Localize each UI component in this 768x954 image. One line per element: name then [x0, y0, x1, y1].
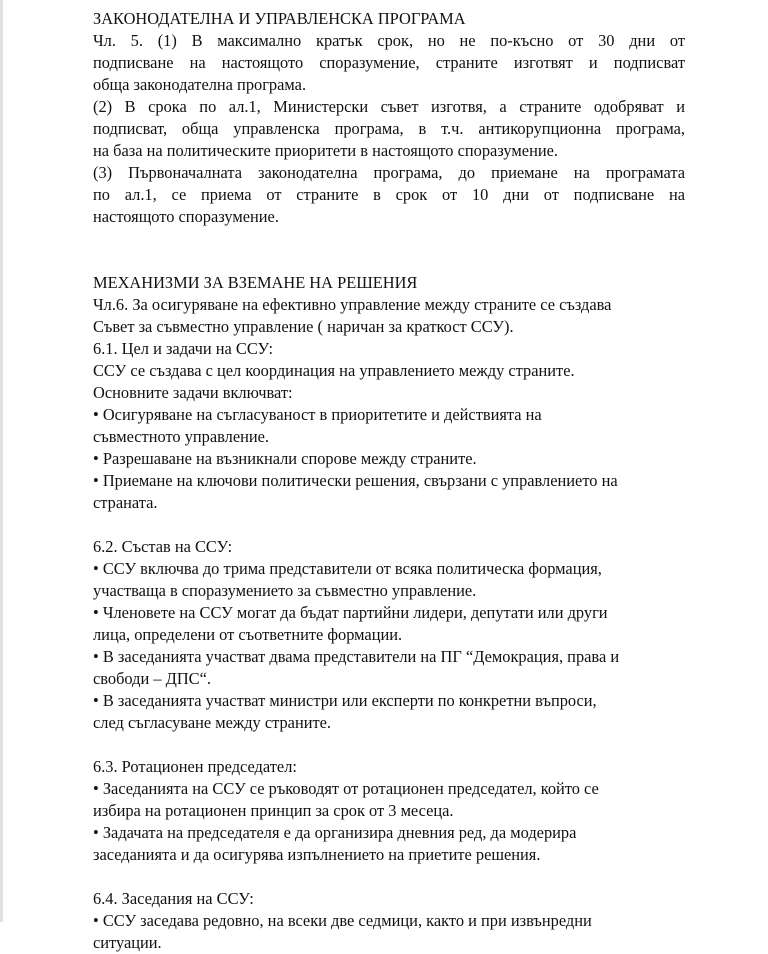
text-line: 6.3. Ротационен председател:	[93, 757, 297, 776]
section-spacer	[93, 866, 685, 888]
text-line: • В заседанията участват министри или експерти по конкретни въпроси,	[93, 691, 597, 710]
text-line: свободи – ДПС“.	[93, 669, 211, 688]
text-line: участваща в споразумението за съвместно управление.	[93, 581, 477, 600]
text-line: • ССУ заседава редовно, на всеки две седмици, както и при извънредни	[93, 911, 592, 930]
text-line: Чл.6. За осигуряване на ефективно управление между страните се създава	[93, 295, 612, 314]
text-line: • Разрешаване на възникнали спорове между страните.	[93, 449, 477, 468]
text-line: подписват, обща управленска програма, в т.ч. антикорупционна програма,	[93, 119, 685, 138]
text-line: • Задачата на председателя е да организира дневния ред, да модерира	[93, 823, 577, 842]
text-line: заседанията и да осигурява изпълнението на приетите решения.	[93, 845, 541, 864]
text-line: по ал.1, се приема от страните в срок от 10 дни от подписване на	[93, 185, 685, 204]
text-line: страната.	[93, 493, 158, 512]
text-line: (3) Първоначалната законодателна програма, до приемане на програмата	[93, 163, 685, 182]
page-edge	[0, 0, 3, 922]
text-line: • Заседанията на ССУ се ръководят от ротационен председател, който се	[93, 779, 599, 798]
text-line: • В заседанията участват двама представители на ПГ “Демокрация, права и	[93, 647, 620, 666]
text-line: лица, определени от съответните формации.	[93, 625, 403, 644]
text-line: • Членовете на ССУ могат да бъдат партийни лидери, депутати или други	[93, 603, 608, 622]
section-heading: МЕХАНИЗМИ ЗА ВЗЕМАНЕ НА РЕШЕНИЯ	[93, 273, 418, 292]
section-spacer	[93, 228, 685, 272]
text-line: • Осигуряване на съгласуваност в приоритетите и действията на	[93, 405, 542, 424]
text-line: Чл. 5. (1) В максимално кратък срок, но не по-късно от 30 дни от	[93, 31, 685, 50]
section-spacer	[93, 514, 685, 536]
text-line: настоящото споразумение.	[93, 207, 279, 226]
text-line: 6.4. Заседания на ССУ:	[93, 889, 254, 908]
text-line: 6.1. Цел и задачи на ССУ:	[93, 339, 274, 358]
section-spacer	[93, 734, 685, 756]
text-line: след съгласуване между страните.	[93, 713, 332, 732]
text-line: 6.2. Състав на ССУ:	[93, 537, 233, 556]
text-line: ситуации.	[93, 933, 162, 952]
text-line: Основните задачи включват:	[93, 383, 293, 402]
text-line: • ССУ включва до трима представители от всяка политическа формация,	[93, 559, 602, 578]
text-line: избира на ротационен принцип за срок от 3 месеца.	[93, 801, 454, 820]
text-line: • Приемане на ключови политически решения, свързани с управлението на	[93, 471, 618, 490]
section-heading: ЗАКОНОДАТЕЛНА И УПРАВЛЕНСКА ПРОГРАМА	[93, 9, 466, 28]
text-line: (2) В срока по ал.1, Министерски съвет изготвя, а страните одобряват и	[93, 97, 685, 116]
text-line: на база на политическите приоритети в настоящото споразумение.	[93, 141, 558, 160]
text-line: обща законодателна програма.	[93, 75, 307, 94]
text-line: Съвет за съвместно управление ( наричан за краткост ССУ).	[93, 317, 514, 336]
text-line: съвместното управление.	[93, 427, 270, 446]
text-line: подписване на настоящото споразумение, страните изготвят и подписват	[93, 53, 685, 72]
document-page	[93, 8, 685, 954]
text-line: ССУ се създава с цел координация на управлението между страните.	[93, 361, 575, 380]
